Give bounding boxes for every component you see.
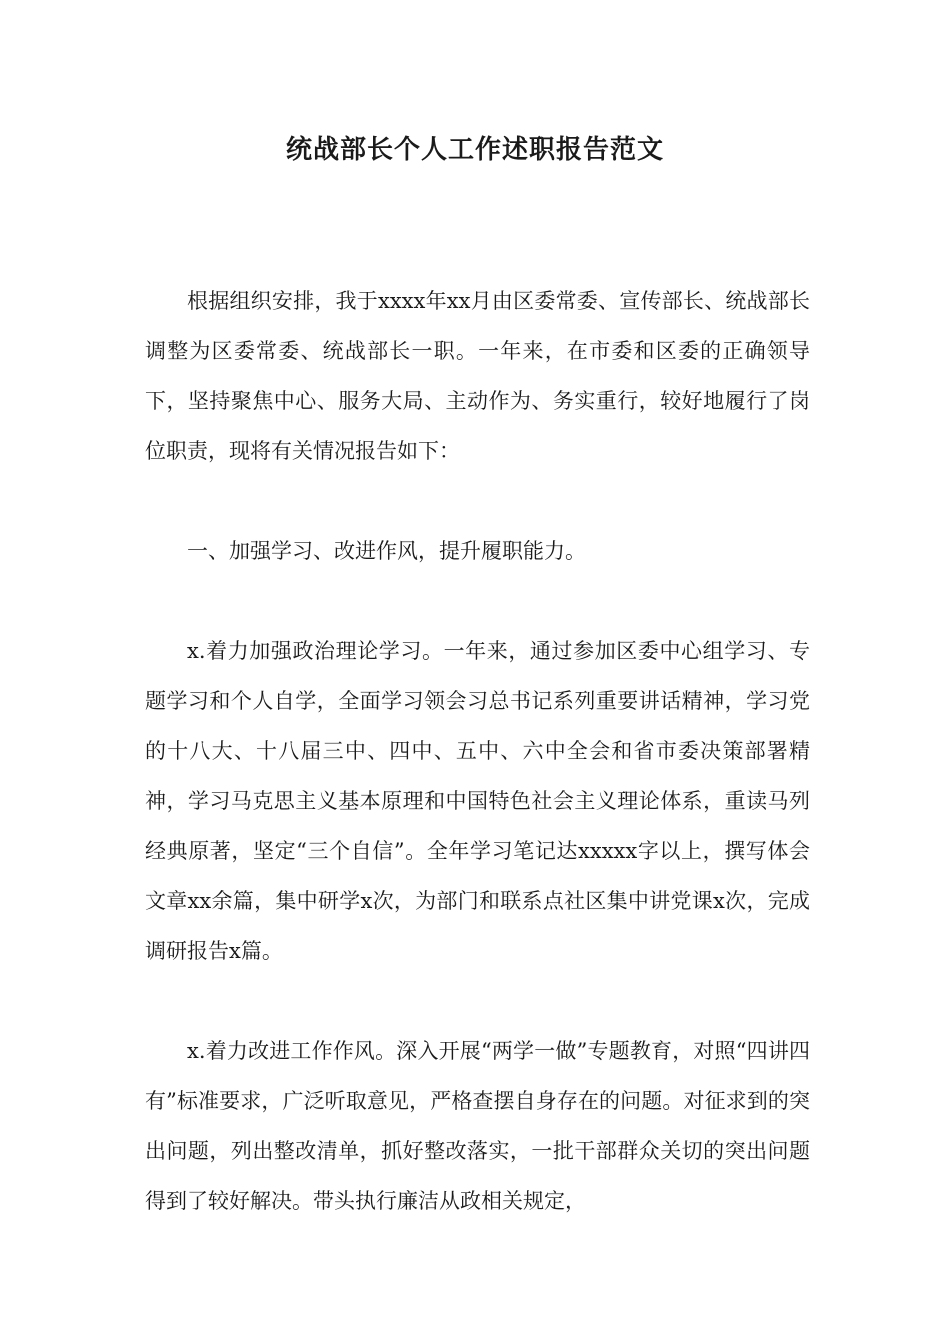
paragraph-work-style: x.着力改进工作作风。深入开展“两学一做”专题教育，对照“四讲四有”标准要求，广泛听取意见，严格查摆自身存在的问题。对征求到的突出问题，列出整改清单，抓好整改落实，一批干部群众关切的突出问题得到了较好解决。带头执行廉洁从政相关规定， (145, 1039, 810, 1213)
paragraph-theory-study: x.着力加强政治理论学习。一年来，通过参加区委中心组学习、专题学习和个人自学，全面学习领会习总书记系列重要讲话精神，学习党的十八大、十八届三中、四中、五中、六中全会和省市委决策部署精神，学习马克思主义基本原理和中国特色社会主义理论体系，重读马列经典原著，坚定“三个自信”。全年学习笔记达xxxxx字以上，撰写体会文章xx余篇，集中研学x次，为部门和联系点社区集中讲党课x次，完成调研报告x篇。 (145, 639, 810, 963)
paragraph-intro: 根据组织安排，我于xxxx年xx月由区委常委、宣传部长、统战部长调整为区委常委、统战部长一职。一年来，在市委和区委的正确领导下，坚持聚焦中心、服务大局、主动作为、务实重行，较好地履行了岗位职责，现将有关情况报告如下： (145, 289, 810, 463)
section-heading-1: 一、加强学习、改进作风，提升履职能力。 (187, 539, 586, 563)
document-title: 统战部长个人工作述职报告范文 (285, 135, 664, 165)
